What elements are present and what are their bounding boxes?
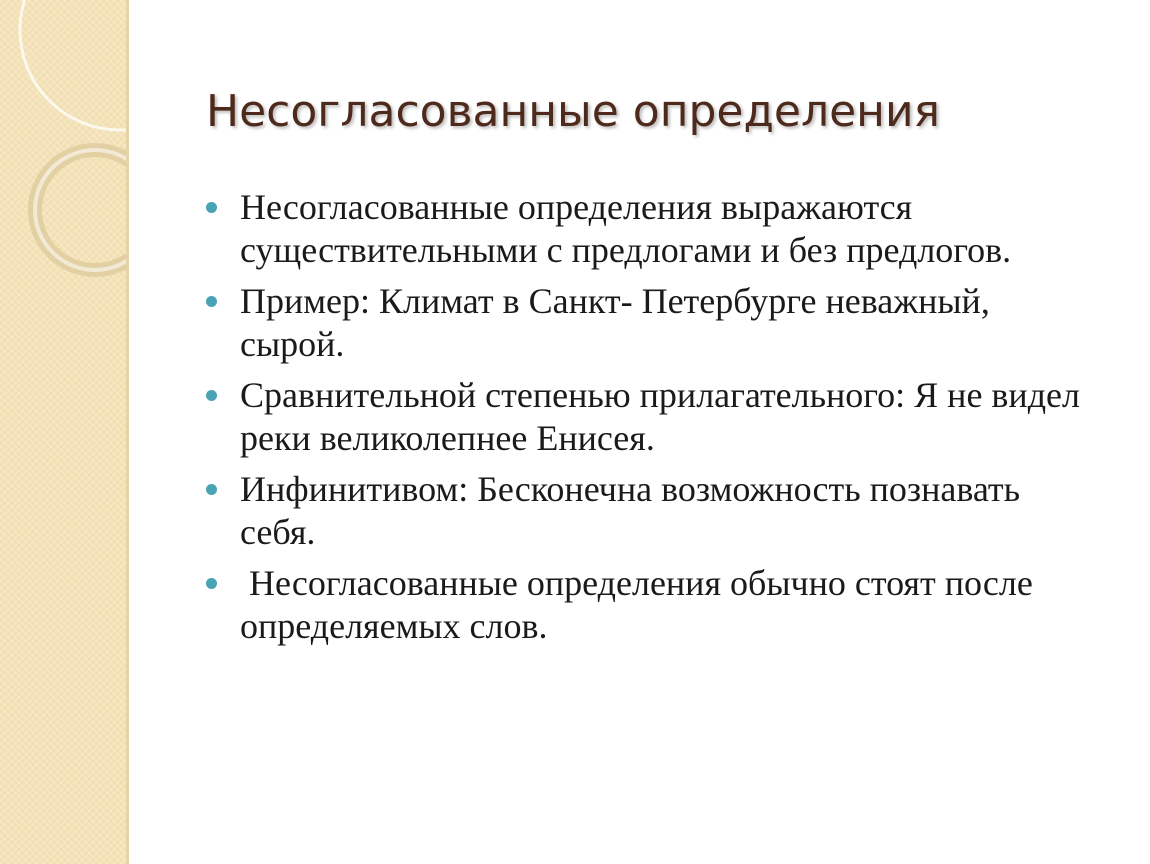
bullet-text: Сравнительной степенью прилагательного: Я не видел реки великолепнее Енисея.	[240, 375, 1089, 458]
list-item	[206, 280, 1086, 366]
slide-title: Несогласованные определения	[206, 86, 941, 137]
list-item	[206, 374, 1089, 460]
decorative-side-panel	[0, 0, 126, 864]
bullet-text: Несогласованные определения выражаются существительными с предлогами и без предлогов.	[240, 187, 1012, 270]
bullet-list	[206, 186, 1089, 656]
bullet-icon	[206, 202, 217, 213]
bullet-icon	[206, 296, 217, 307]
list-item	[206, 562, 1086, 648]
decorative-rings	[0, 0, 126, 300]
bullet-icon	[206, 578, 217, 589]
bullet-icon	[206, 390, 217, 401]
bullet-text: Пример: Климат в Санкт- Петербурге неважный, сырой.	[240, 281, 999, 364]
bullet-text: Несогласованные определения обычно стоят после определяемых слов.	[240, 563, 1042, 646]
list-item	[206, 468, 1086, 554]
bullet-icon	[206, 484, 217, 495]
list-item	[206, 186, 1086, 272]
bullet-text: Инфинитивом: Бесконечна возможность познавать себя.	[240, 469, 1030, 552]
side-panel-edge	[126, 0, 129, 864]
